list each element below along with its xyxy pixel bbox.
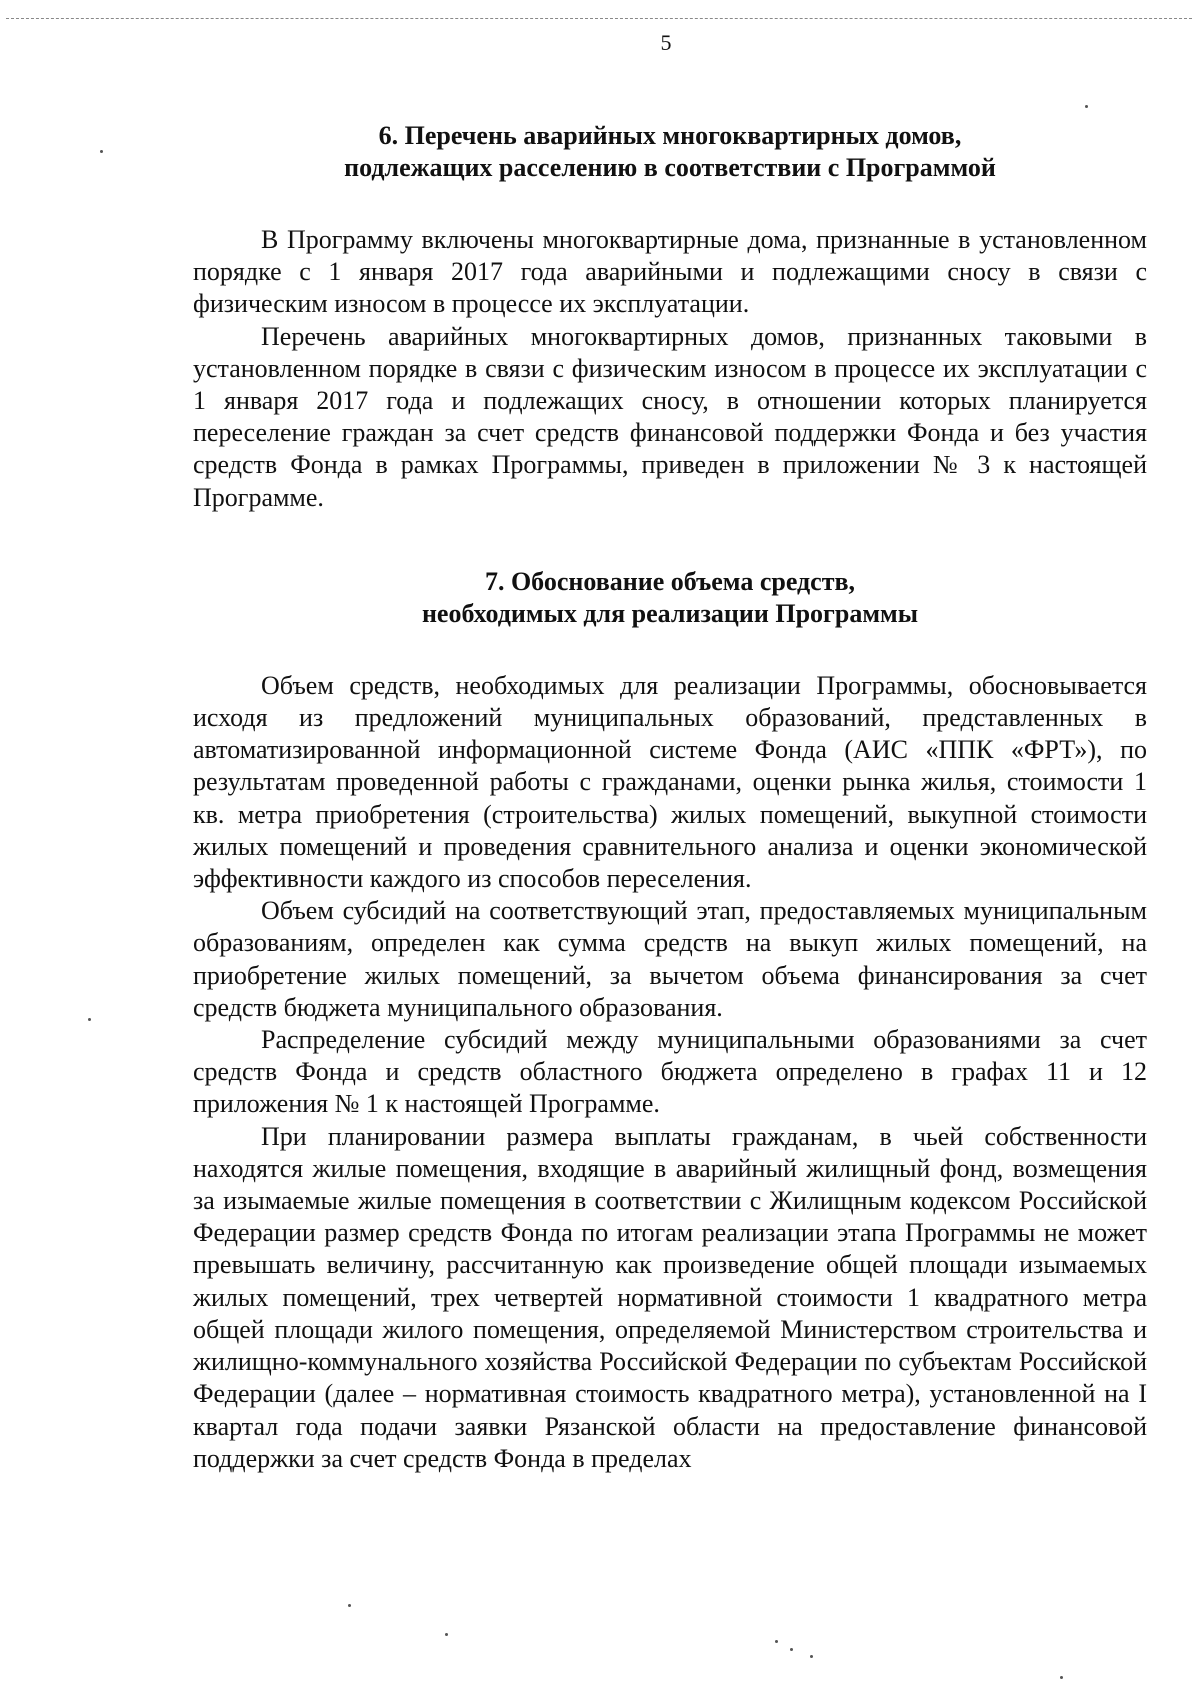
scan-speck <box>790 1648 793 1651</box>
section-7-paragraph-3: Распределение субсидий между муниципальными образованиями за счет средств Фонда и средств областного бюджета определено в графах 11 и 12 приложения № 1 к настоящей Программе. <box>193 1025 1147 1119</box>
document-body <box>193 120 1147 1475</box>
spacer <box>193 184 1147 224</box>
section-7-heading-line-2: необходимых для реализации Программы <box>421 598 919 628</box>
scan-speck <box>775 1640 778 1643</box>
section-6-paragraph-2: Перечень аварийных многоквартирных домов, признанных таковыми в установленном порядке в связи с физическим износом в процессе их эксплуатации с 1 января 2017 года и подлежащих сносу, в отношении которых планируется переселение граждан за счет средств финансовой поддержки Фонда и без участия средств Фонда в рамках Программы, приведен в приложении № 3 к настоящей Программе. <box>193 321 1147 512</box>
section-7-heading <box>193 566 1147 630</box>
scan-speck <box>445 1633 448 1636</box>
section-7-heading-line-1: 7. Обоснование объема средств, <box>484 566 856 596</box>
section-7-paragraph-2: Объем субсидий на соответствующий этап, предоставляемых муниципальным образованиям, определен как сумма средств на выкуп жилых помещений, на приобретение жилых помещений, за вычетом объема финансирования за счет средств бюджета муниципального образования. <box>193 896 1147 1022</box>
section-6-heading-line-2: подлежащих расселению в соответствии с Программой <box>344 153 996 182</box>
scan-speck <box>100 150 103 153</box>
scan-speck <box>88 1018 91 1021</box>
scan-speck <box>348 1604 351 1607</box>
spacer <box>193 630 1147 670</box>
scan-speck <box>1060 1676 1063 1679</box>
scan-speck <box>810 1655 813 1658</box>
page-number: 5 <box>660 30 672 55</box>
top-scan-line <box>6 18 1192 19</box>
scan-speck <box>1085 105 1088 108</box>
section-7-paragraph-1: Объем средств, необходимых для реализации Программы, обосновывается исходя из предложений муниципальных образований, представленных в автоматизированной информационной системе Фонда (АИС «ППК «ФРТ»), по результатам проведенной работы с гражданами, оценки рынка жилья, стоимости 1 кв. метра приобретения (строительства) жилых помещений, выкупной стоимости жилых помещений и проведения сравнительного анализа и оценки экономической эффективности каждого из способов переселения. <box>193 670 1147 894</box>
section-6-paragraph-1: В Программу включены многоквартирные дома, признанные в установленном порядке с 1 января 2017 года аварийными и подлежащими сносу в связи с физическим износом в процессе их эксплуатации. <box>193 225 1147 319</box>
section-6-heading <box>193 120 1147 184</box>
section-6-heading-line-1: 6. Перечень аварийных многоквартирных домов, <box>378 121 962 150</box>
section-7-paragraph-4: При планировании размера выплаты гражданам, в чьей собственности находятся жилые помещения, входящие в аварийный жилищный фонд, возмещения за изымаемые жилые помещения в соответствии с Жилищным кодексом Российской Федерации размер средств Фонда по итогам реализации этапа Программы не может превышать величину, рассчитанную как произведение общей площади изымаемых жилых помещений, трех четвертей нормативной стоимости 1 квадратного метра общей площади жилого помещения, определяемой Министерством строительства и жилищно-коммунального хозяйства Российской Федерации по субъектам Российской Федерации (далее – нормативная стоимость квадратного метра), установленной на I квартал года подачи заявки Рязанской области на предоставление финансовой поддержки за счет средств Фонда в пределах <box>193 1121 1147 1473</box>
